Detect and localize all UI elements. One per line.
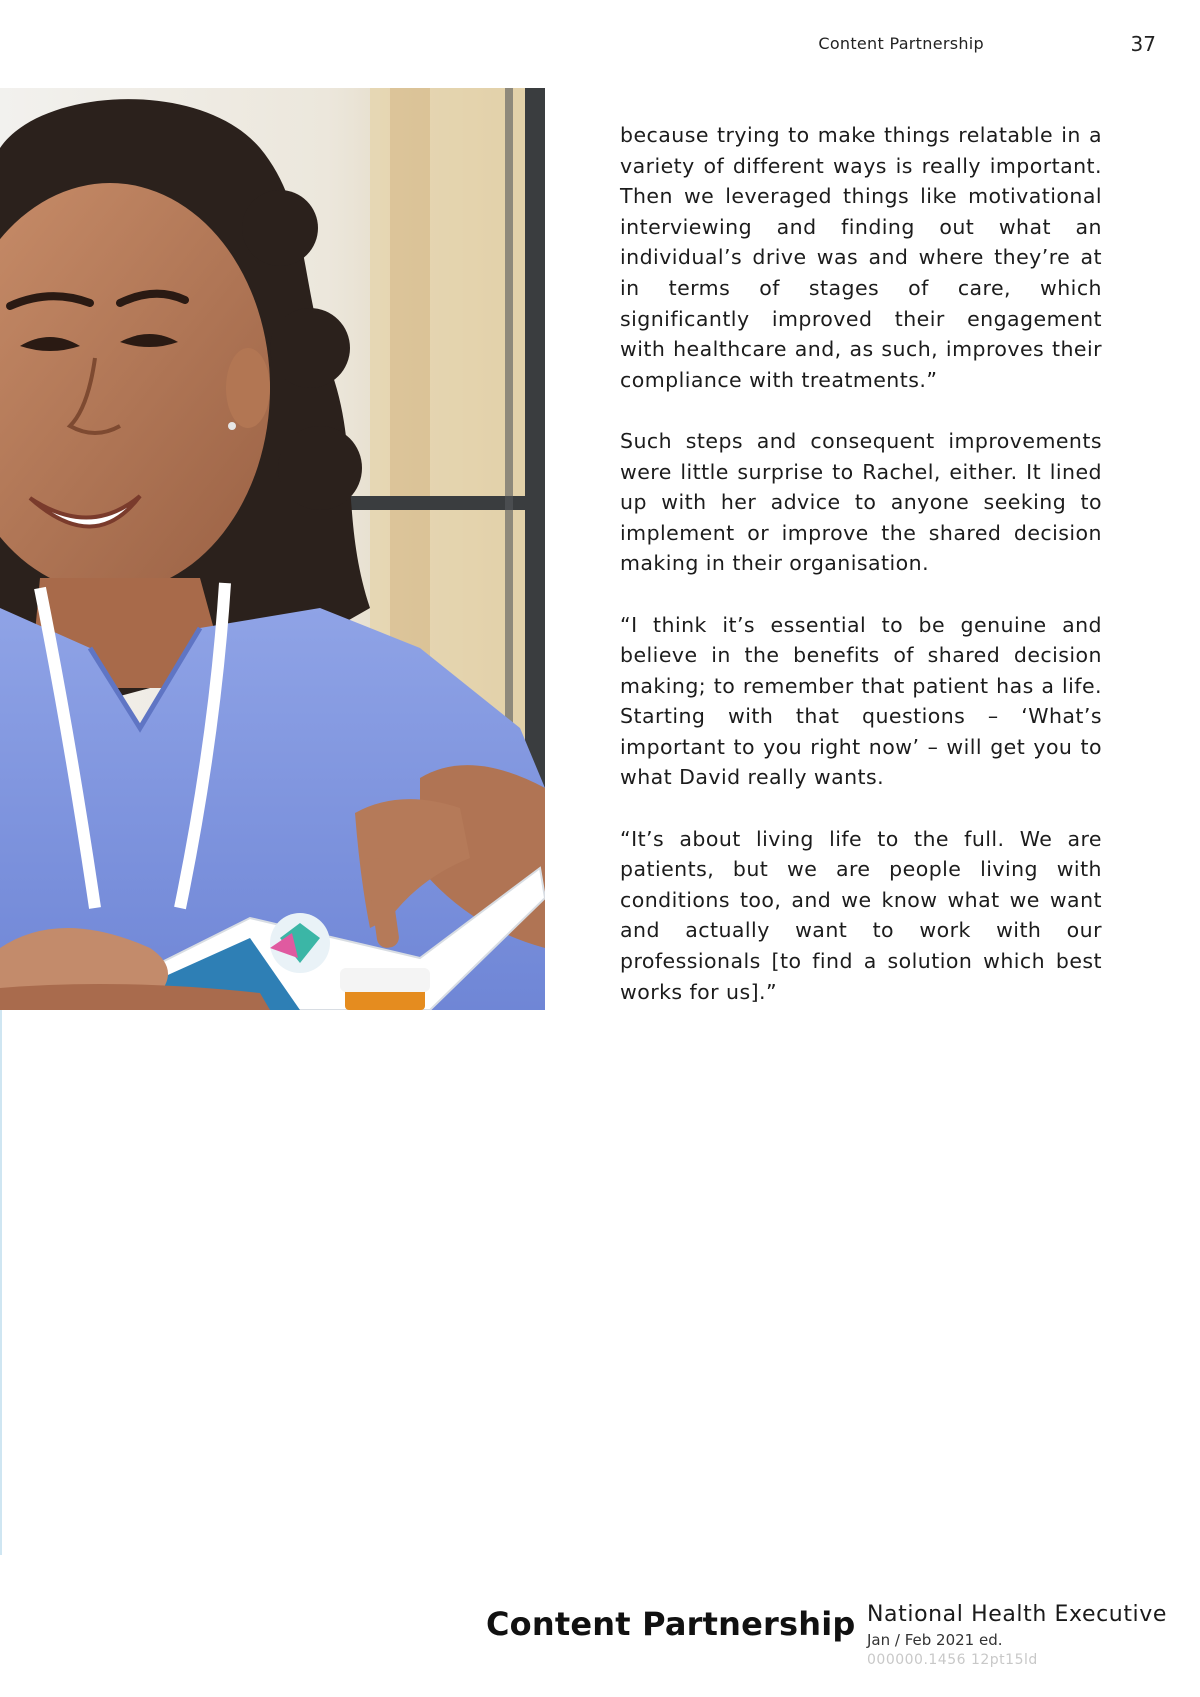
footer-code: 000000.1456 12pt15ld (867, 1652, 1038, 1668)
page-number: 37 (1130, 32, 1156, 56)
article-paragraph: “It’s about living life to the full. We are patients, but we are people living with conditions too, and we know what we want and actually want to work with our professionals [to find a solution which best works for us].” (620, 826, 1102, 1004)
footer-publication: National Health Executive (867, 1602, 1168, 1627)
footer-edition: Jan / Feb 2021 ed. (867, 1631, 1003, 1649)
photo-nurse-with-patient-icon (0, 88, 545, 1010)
article-paragraph: “I think it’s essential to be genuine and believe in the benefits of shared decision making; to remember that patient has a life. Starting with that questions – ‘What’s important to you right now’ – will get you to what David really wants. (620, 612, 1102, 790)
article-body (620, 120, 1102, 1038)
article-paragraph: Such steps and consequent improvements were little surprise to Rachel, either. It lined up with her advice to anyone seeking to implement or improve the shared decision making in their organisation. (620, 428, 1102, 576)
article-photo (0, 88, 545, 1010)
article-paragraph: because trying to make things relatable in a variety of different ways is really important. Then we leveraged things like motivational interviewing and finding out what an individual’s drive was and where they’re at in terms of stages of care, which significantly improved their engagement with healthcare and, as such, improves their compliance with treatments.” (620, 123, 1102, 392)
left-margin-rule (0, 1010, 2, 1555)
running-header-section: Content Partnership (818, 34, 984, 53)
footer-brand: Content Partnership (486, 1605, 856, 1643)
